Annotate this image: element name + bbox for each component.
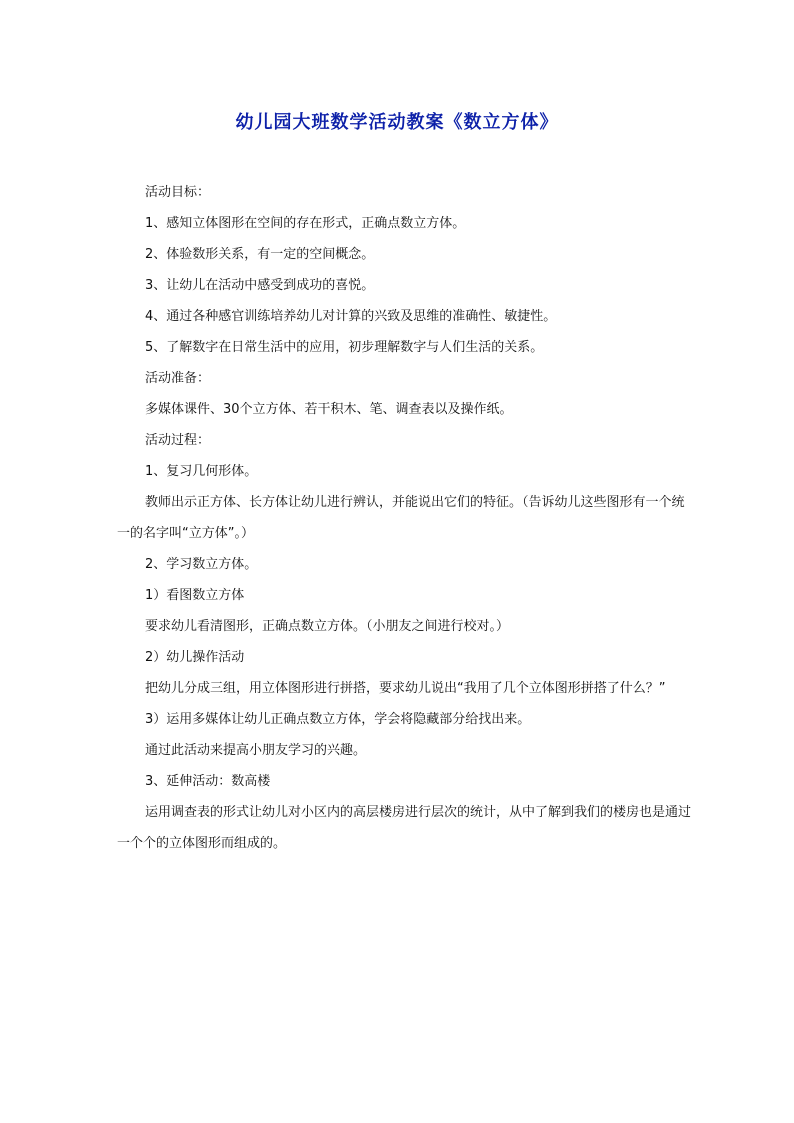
goal-item-5: 5、了解数字在日常生活中的应用，初步理解数字与人们生活的关系。 (145, 340, 544, 355)
section-heading-preparation: 活动准备： (145, 371, 211, 386)
goal-item-2: 2、体验数形关系，有一定的空间概念。 (145, 247, 375, 262)
process-step-1-text: 教师出示正方体、长方体让幼儿进行辨认，并能说出它们的特征。（告诉幼儿这些图形有一个统一的名字叫“立方体”。） (117, 495, 685, 541)
process-step-1: 1、复习几何形体。 (145, 464, 258, 479)
goal-item-3: 3、让幼儿在活动中感受到成功的喜悦。 (145, 278, 375, 293)
process-step-2: 2、学习数立方体。 (145, 557, 258, 572)
process-substep-1: 1）看图数立方体 (145, 588, 245, 603)
process-substep-3: 3）运用多媒体让幼儿正确点数立方体，学会将隐藏部分给找出来。 (145, 712, 531, 727)
section-heading-goals: 活动目标： (145, 185, 211, 200)
goal-item-1: 1、感知立体图形在空间的存在形式，正确点数立方体。 (145, 216, 466, 231)
document-body (117, 177, 695, 859)
process-substep-3-text: 通过此活动来提高小朋友学习的兴趣。 (145, 743, 367, 758)
document-title: 幼儿园大班数学活动教案《数立方体》 (235, 112, 559, 133)
process-substep-1-text: 要求幼儿看清图形，正确点数立方体。（小朋友之间进行校对。） (145, 619, 510, 634)
preparation-text: 多媒体课件、30个立方体、若干积木、笔、调查表以及操作纸。 (145, 402, 513, 417)
process-substep-2-text: 把幼儿分成三组，用立体图形进行拼搭，要求幼儿说出“我用了几个立体图形拼搭了什么？” (145, 681, 666, 696)
section-heading-process: 活动过程： (145, 433, 211, 448)
process-substep-2: 2）幼儿操作活动 (145, 650, 245, 665)
process-step-3: 3、延伸活动：数高楼 (145, 774, 271, 789)
process-step-3-text: 运用调查表的形式让幼儿对小区内的高层楼房进行层次的统计，从中了解到我们的楼房也是通过一个个的立体图形而组成的。 (117, 805, 692, 851)
goal-item-4: 4、通过各种感官训练培养幼儿对计算的兴致及思维的准确性、敏捷性。 (145, 309, 557, 324)
